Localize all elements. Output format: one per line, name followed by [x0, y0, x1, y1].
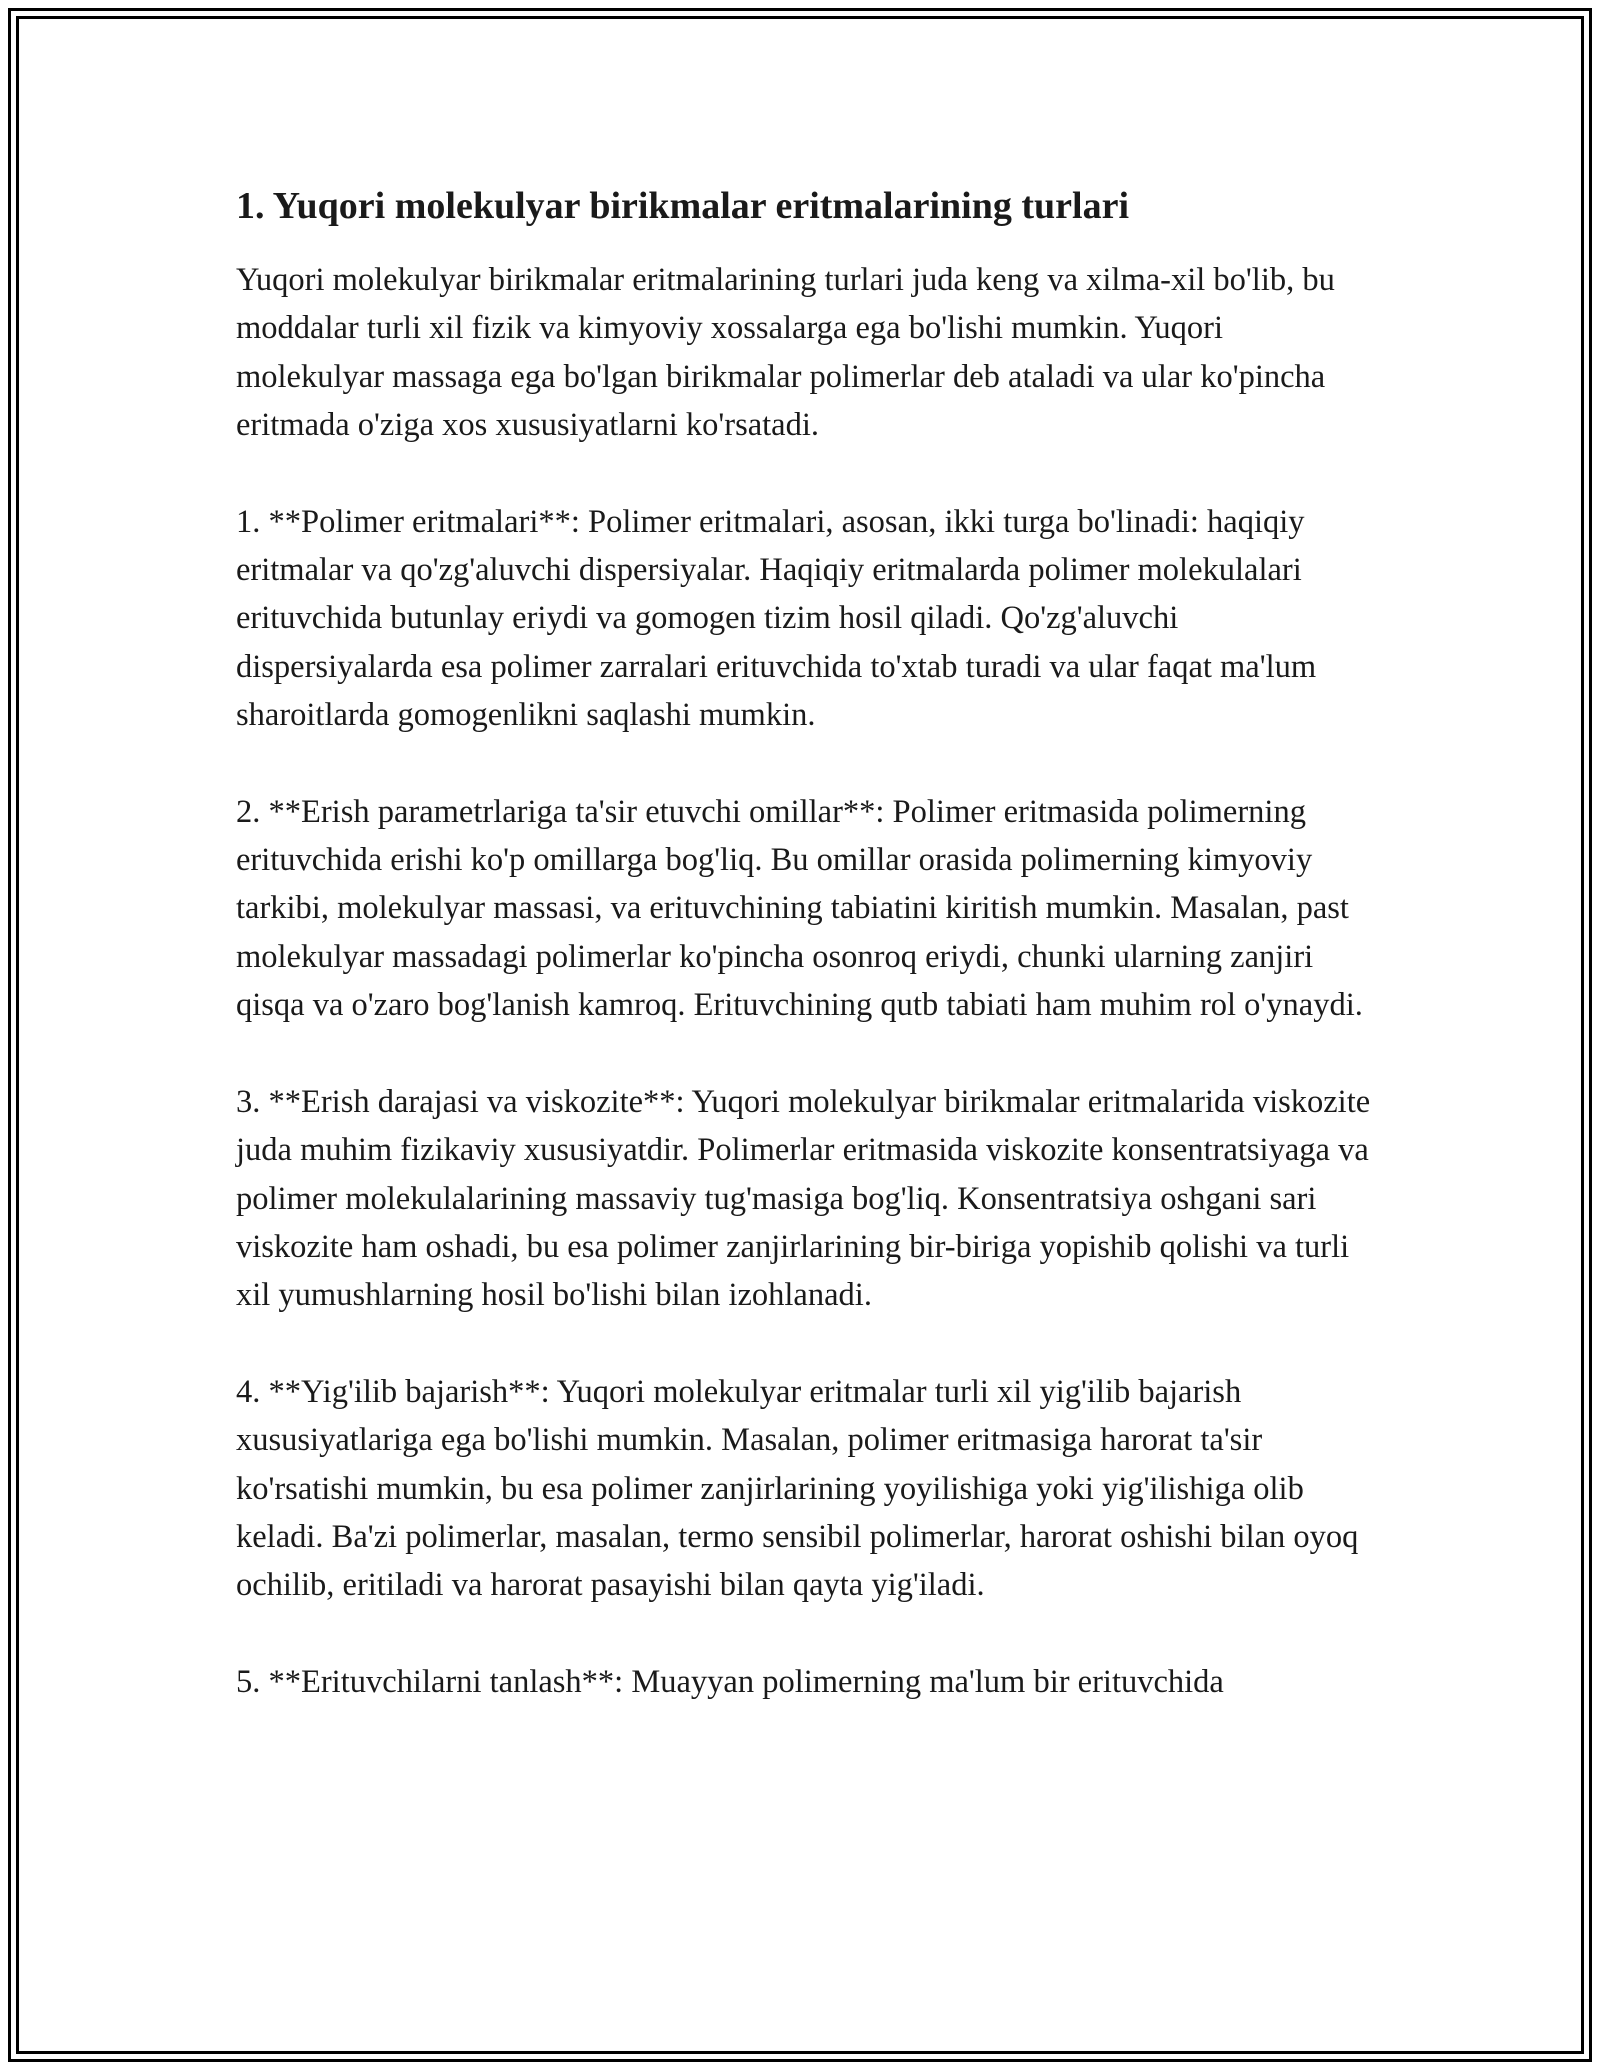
list-item-yigilib-bajarish: 4. **Yig'ilib bajarish**: Yuqori molekulyar eritmalar turli xil yig'ilib bajarish xususiyatlariga ega bo'lishi mumkin. Masalan, polimer eritmasiga harorat ta'sir ko'rsatishi mumkin, bu esa polimer zanjirlarining yoyilishiga yoki yig'ilishiga olib keladi. Ba'zi polimerlar, masalan, termo sensibil polimerlar, harorat oshishi bilan oyoq ochilib, eritiladi va harorat pasayishi bilan qayta yig'iladi. [236, 1373, 1359, 1604]
document-body [236, 182, 1376, 1754]
list-item-erish-darajasi: 3. **Erish darajasi va viskozite**: Yuqori molekulyar birikmalar eritmalarida viskozite juda muhim fizikaviy xususiyatdir. Polimerlar eritmasida viskozite konsentratsiyaga va polimer molekulalarining massaviy tug'masiga bog'liq. Konsentratsiya oshgani sari viskozite ham oshadi, bu esa polimer zanjirlarining bir-biriga yopishib qolishi va turli xil yumushlarning hosil bo'lishi bilan izohlanadi. [236, 1083, 1371, 1314]
list-item-erituvchilarni-tanlash: 5. **Erituvchilarni tanlash**: Muayyan polimerning ma'lum bir erituvchida [236, 1663, 1224, 1700]
list-item-polimer-eritmalari: 1. **Polimer eritmalari**: Polimer eritmalari, asosan, ikki turga bo'linadi: haqiqiy eritmalar va qo'zg'aluvchi dispersiyalar. Haqiqiy eritmalarda polimer molekulalari erituvchida butunlay eriydi va gomogen tizim hosil qiladi. Qo'zg'aluvchi dispersiyalarda esa polimer zarralari erituvchida to'xtab turadi va ular faqat ma'lum sharoitlarda gomogenlikni saqlashi mumkin. [236, 503, 1317, 734]
intro-paragraph: Yuqori molekulyar birikmalar eritmalarining turlari juda keng va xilma-xil bo'lib, bu moddalar turli xil fizik va kimyoviy xossalarga ega bo'lishi mumkin. Yuqori molekulyar massaga ega bo'lgan birikmalar polimerlar deb ataladi va ular ko'pincha eritmada o'ziga xos xususiyatlarni ko'rsatadi. [236, 262, 1335, 444]
page-title: 1. Yuqori molekulyar birikmalar eritmalarining turlari [236, 185, 1129, 227]
list-item-erish-parametrlari: 2. **Erish parametrlariga ta'sir etuvchi omillar**: Polimer eritmasida polimerning erituvchida erishi ko'p omillarga bog'liq. Bu omillar orasida polimerning kimyoviy tarkibi, molekulyar massasi, va erituvchining tabiatini kiritish mumkin. Masalan, past molekulyar massadagi polimerlar ko'pincha osonroq eriydi, chunki ularning zanjiri qisqa va o'zaro bog'lanish kamroq. Erituvchining qutb tabiati ham muhim rol o'ynaydi. [236, 793, 1363, 1024]
